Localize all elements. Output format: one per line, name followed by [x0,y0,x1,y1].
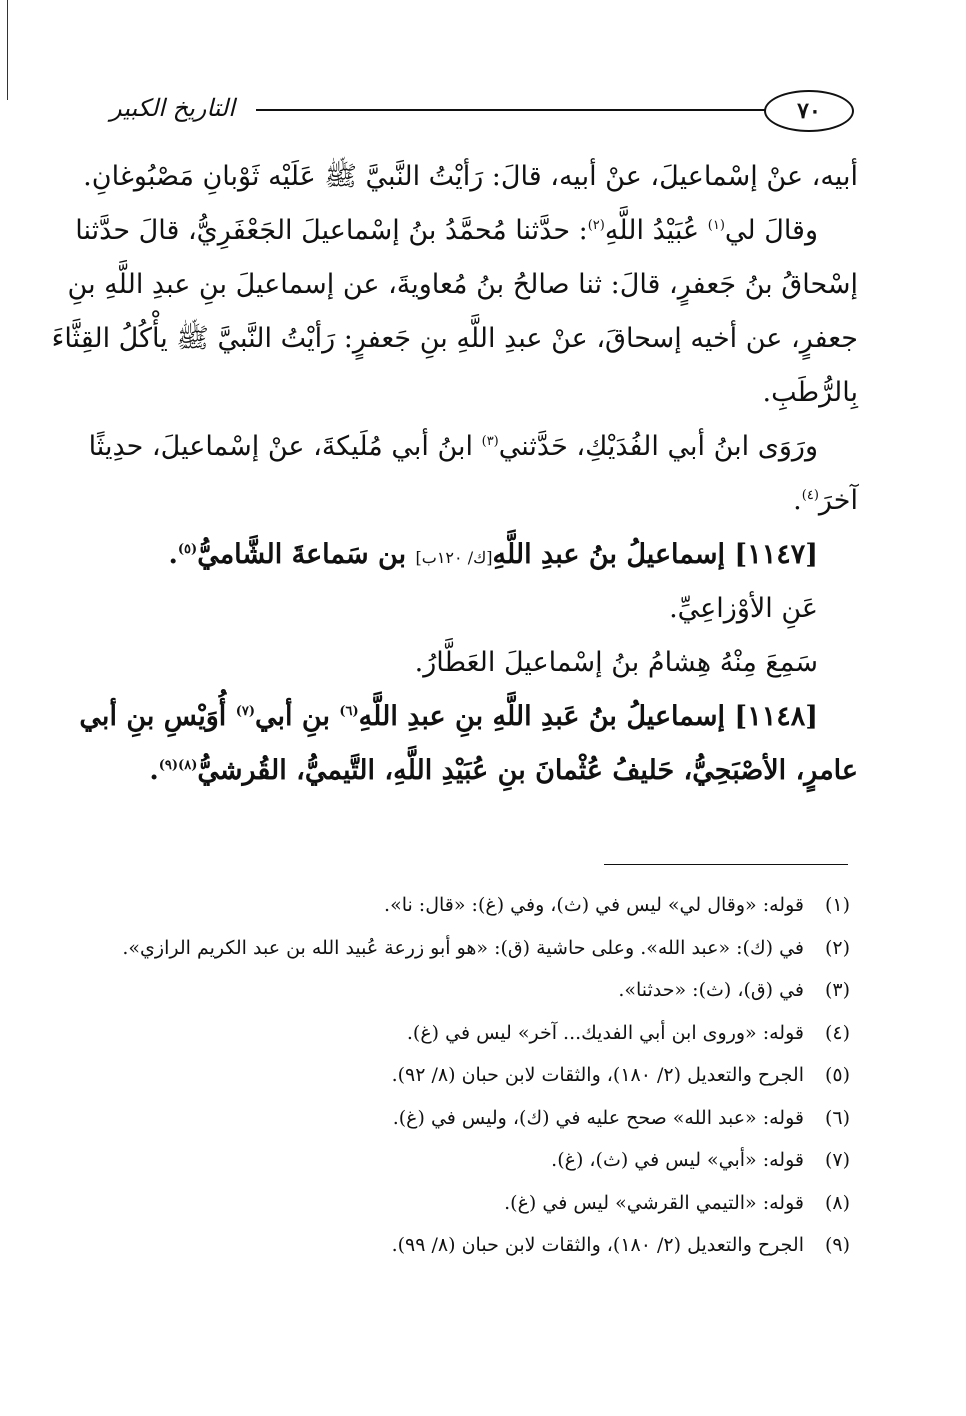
footnote-number: (٨) [824,1191,850,1214]
page-header [110,86,854,134]
footnote-number: (٩) [824,1234,850,1256]
footnote [150,1139,850,1182]
footnote-text: قوله: «التيمي القرشي» ليس في (غ). [504,1191,804,1214]
footnote-ref: (٧) [235,704,255,719]
entry-heading-1148: [١١٤٨] إسماعيلُ بنُ عَبدِ اللَّهِ بنِ عبدِ اللَّهِ$^{(٦)}$ بنِ أبي$^{(٧)}$ أُوَيْسِ بنِ أبي [79,701,818,732]
text-line: سَمِعَ مِنْهُ هِشامُ بنُ إسْماعيلَ العَطَّارُ. [414,647,818,678]
text-line: إسْحاقُ بنُ جَعفرٍ، قالَ: ثنا صالحُ بنُ مُعاويةَ، عن إسماعيلَ بنِ عبدِ اللَّهِ بنِ [67,269,858,300]
footnote-ref: (٥) [177,542,198,557]
footnote-number: (٢) [824,936,850,959]
footnote-number: (١) [824,894,850,916]
footnote-text: قوله: «وروى ابن أبي الفديك... آخر» ليس في (غ). [406,1021,804,1044]
footnote [122,927,850,970]
entry-heading-1147: [١١٤٧] إسماعيلُ بنُ عبدِ اللَّهِ[ك/ ١٢٠ب] بن سَماعةَ الشَّاميُّ$^{(٥)}$. [168,539,818,570]
footnote-number: (٥) [824,1064,850,1086]
page-number: ٧٠ [764,90,854,132]
text-line: ورَوَى ابنُ أبي الفُدَيْكِ، حَدَّثني$^{(٣)}$ ابنُ أبي مُلَيكةَ، عنْ إسْماعيلَ، حدِيثًا [88,431,818,462]
footnote [150,1054,850,1097]
footnote-number: (٣) [824,979,850,1001]
footnote-text: في (ك): «عبد الله». وعلى حاشية (ق): «هو أبو زرعة عُبيد الله بن عبد الكريم الرازي». [122,936,804,959]
footnote-separator [604,864,848,865]
footnote-text: الجرح والتعديل (٢/ ١٨٠)، والثقات لابن حبان (٨/ ٩٩). [391,1234,804,1256]
footnote [150,1224,850,1267]
footnote-text: في (ق)، (ث): «حدثنا». [618,979,804,1001]
footnote [150,969,850,1012]
footnote [150,1012,850,1055]
footnote-number: (٤) [824,1021,850,1044]
footnote-text: الجرح والتعديل (٢/ ١٨٠)، والثقات لابن حبان (٨/ ٩٢). [391,1064,804,1086]
footnote-ref: (٦) [339,704,359,719]
footnotes [122,884,850,1267]
footnote [150,884,850,927]
footnote-ref: (٣) [481,434,499,449]
footnote-number: (٧) [824,1149,850,1171]
scan-edge-line [7,0,8,100]
footnote [150,1097,850,1140]
footnote-ref: (٢) [587,218,605,233]
text-line: آخرَ$^{(٤)}$. [793,485,858,516]
text-line: بِالرُّطَبِ. [762,377,858,408]
footnote-text: قوله: «أبي» ليس في (ث)، (غ). [551,1149,804,1171]
footnote-ref: (٤) [801,488,819,503]
main-text [51,150,858,798]
footnote-ref: (١) [707,218,725,233]
footnote [150,1182,850,1225]
footnote-number: (٦) [824,1106,850,1129]
text-line: عَنِ الأوْزاعِيِّ. [669,593,818,624]
text-line: وقالَ لي$^{(١)}$ عُبَيْدُ اللَّهِ$^{(٢)}$: حدَّثنا مُحمَّدُ بنُ إسْماعيلَ الجَعْفَرِيُّ، قالَ حدَّثنا [75,215,818,246]
entry-heading-1148-cont: عامرٍ، الأصْبَحِيُّ، حَليفُ عُثْمانَ بنِ عُبَيْدِ اللَّهِ، التَّيميُّ، القُرشيُّ$^{(٨)(٩)}$. [149,755,858,786]
text-line: أبيه، عنْ إسْماعيلَ، عنْ أبيه، قالَ: رَأيْتُ النَّبيَّ ﷺ عَلَيْه ثَوْبانِ مَصْبُوغانِ. [83,161,858,192]
footnote-text: قوله: «عبد الله» صحح عليه في (ك)، وليس في (غ). [392,1106,804,1129]
text-line: جعفرٍ، عن أخيه إسحاقَ، عنْ عبدِ اللَّهِ بنِ جَعفرٍ: رَأيْتُ النَّبيَّ ﷺ يأْكُلُ القِثَّاءَ [51,323,858,354]
footnote-ref: (٨)(٩) [158,758,198,773]
book-title: التاريخ الكبير [110,94,235,122]
header-rule [256,109,766,111]
folio-marker: [ك/ ١٢٠ب] [415,548,493,567]
footnote-text: قوله: «وقال لي» ليس في (ث)، وفي (غ): «قال: نا». [384,894,804,916]
